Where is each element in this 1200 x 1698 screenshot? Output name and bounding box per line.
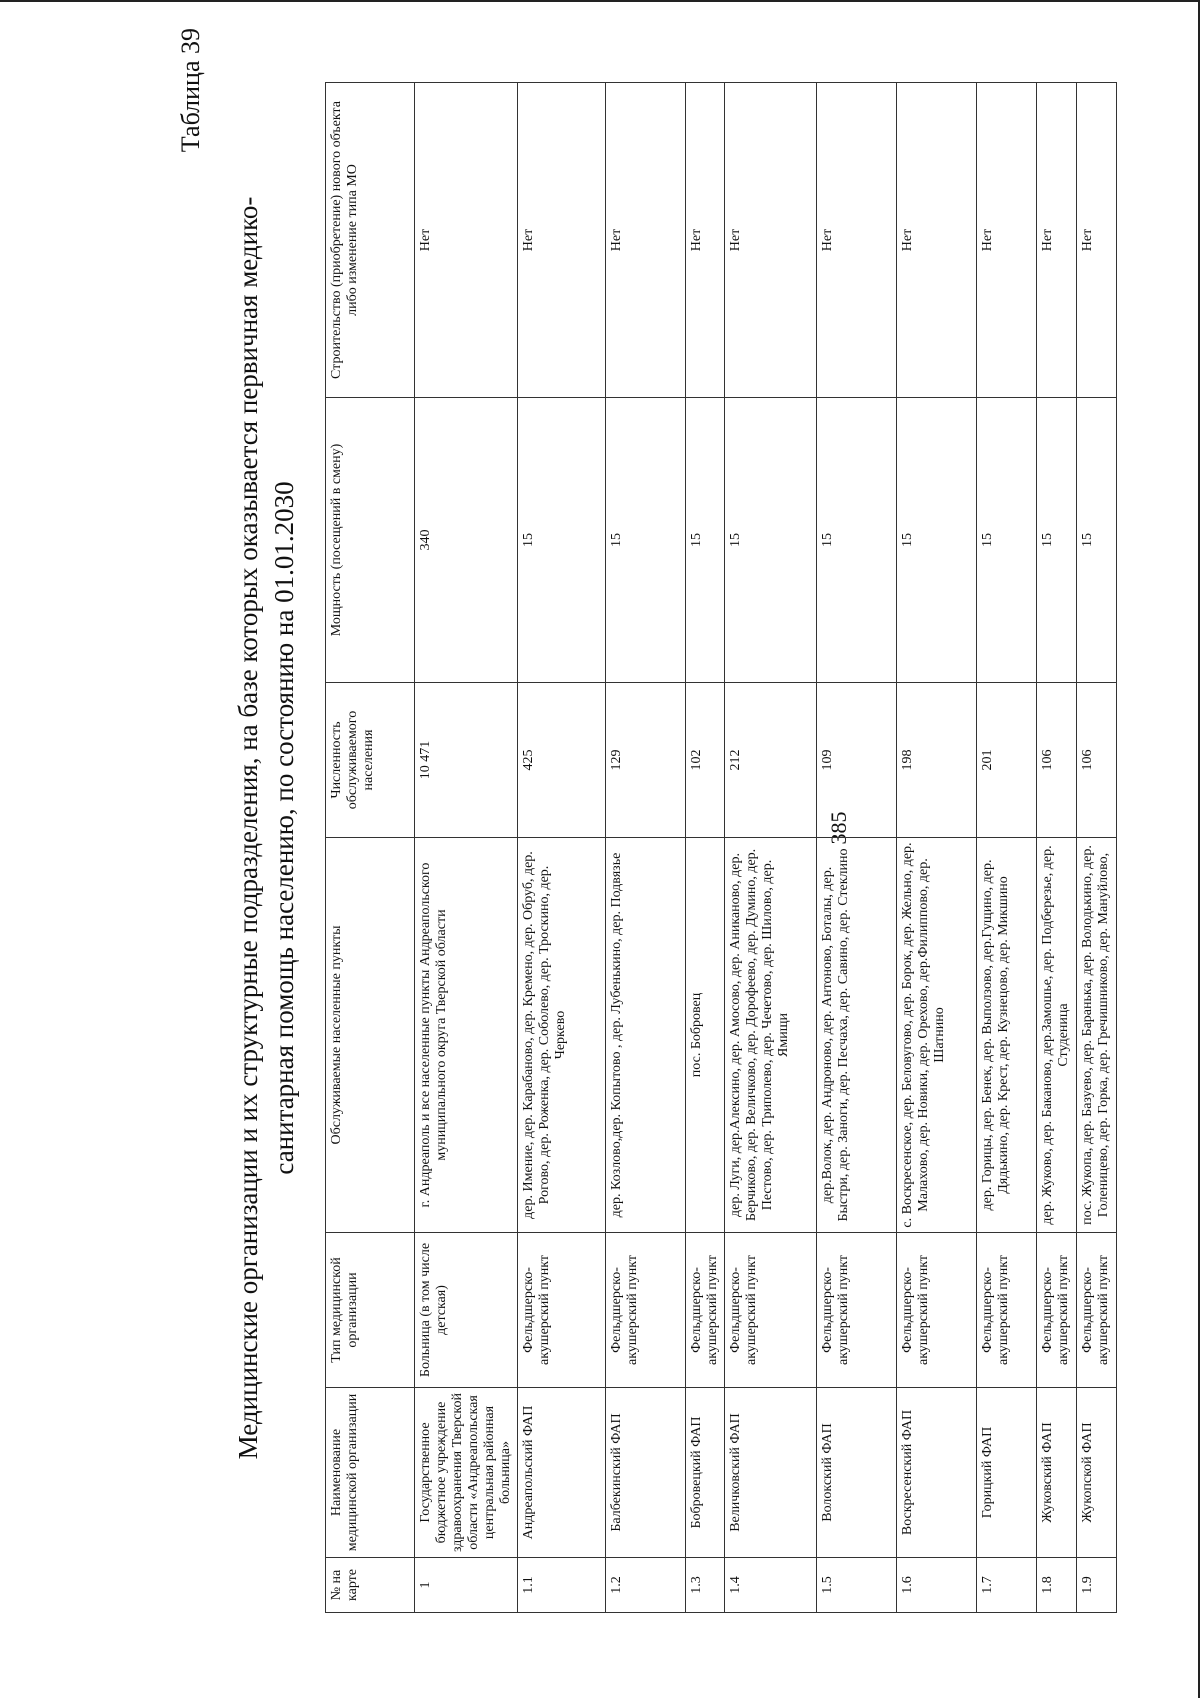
population-cell: 425 (518, 683, 606, 838)
settlements-cell: пос. Бобровец (686, 838, 725, 1233)
org-type-cell: Фельдшерско-акушерский пункт (686, 1233, 725, 1388)
org-name-cell: Бобровецкий ФАП (686, 1388, 725, 1558)
table-title: Медицинские организации и их структурные подразделения, на базе которых оказывается первичная медико-санитарная помощь населению, по состоянию на 01.01.2030 (233, 196, 299, 1460)
org-name-cell: Волокский ФАП (817, 1388, 897, 1558)
column-header: № на карте (326, 1558, 415, 1613)
table-row (518, 83, 606, 1613)
row-number-cell: 1.3 (686, 1558, 725, 1613)
construction-cell: Нет (415, 83, 518, 398)
org-name-cell: Государственное бюджетное учреждение здравоохранения Тверской области «Андреапольская центральная районная больница» (415, 1388, 518, 1558)
org-name-cell: Жуковский ФАП (1037, 1388, 1077, 1558)
capacity-cell: 15 (606, 398, 686, 683)
population-cell: 109 (817, 683, 897, 838)
settlements-cell: с. Воскресенское, дер. Беловугово, дер. Борок, дер. Жельно, дер. Малахово, дер. Новики, дер. Орехово, дер.Филиппово, дер. Шатнино (897, 838, 977, 1233)
construction-cell: Нет (1077, 83, 1117, 398)
capacity-cell: 15 (686, 398, 725, 683)
table-row (415, 83, 518, 1613)
capacity-cell: 15 (977, 398, 1037, 683)
construction-cell: Нет (606, 83, 686, 398)
org-name-cell: Величковский ФАП (725, 1388, 817, 1558)
facilities-table (325, 82, 1117, 1613)
settlements-cell: дер. Имение, дер. Карабаново, дер. Кремено, дер. Обруб, дер. Рогово, дер. Роженка, дер. Соболево, дер. Троскино, дер. Черкево (518, 838, 606, 1233)
table-row (817, 83, 897, 1613)
table-row (606, 83, 686, 1613)
row-number-cell: 1.5 (817, 1558, 897, 1613)
row-number-cell: 1.1 (518, 1558, 606, 1613)
construction-cell: Нет (1037, 83, 1077, 398)
table-row (897, 83, 977, 1613)
population-cell: 106 (1037, 683, 1077, 838)
org-type-cell: Фельдшерско-акушерский пункт (897, 1233, 977, 1388)
org-type-cell: Фельдшерско-акушерский пункт (1037, 1233, 1077, 1388)
page-number: 385 (826, 811, 851, 845)
construction-cell: Нет (817, 83, 897, 398)
table-header-row (326, 83, 415, 1613)
row-number-cell: 1.7 (977, 1558, 1037, 1613)
population-cell: 10 471 (415, 683, 518, 838)
settlements-cell: дер. Жуково, дер. Баканово, дер.Замошье, дер. Подберезье, дер. Студеница (1037, 838, 1077, 1233)
capacity-cell: 15 (897, 398, 977, 683)
capacity-cell: 15 (1037, 398, 1077, 683)
column-header: Обслуживаемые населенные пункты (326, 838, 415, 1233)
settlements-cell: пос. Жукопа, дер. Базуево, дер. Баранька, дер. Володькино, дер. Голеницево, дер. Горка, дер. Гречишниково, дер. Мануйлово, (1077, 838, 1117, 1233)
org-name-cell: Горицкий ФАП (977, 1388, 1037, 1558)
population-cell: 106 (1077, 683, 1117, 838)
row-number-cell: 1.2 (606, 1558, 686, 1613)
table-row (1037, 83, 1077, 1613)
column-header: Наименование медицинской организации (326, 1388, 415, 1558)
org-type-cell: Фельдшерско-акушерский пункт (725, 1233, 817, 1388)
row-number-cell: 1 (415, 1558, 518, 1613)
org-type-cell: Фельдшерско-акушерский пункт (977, 1233, 1037, 1388)
population-cell: 129 (606, 683, 686, 838)
population-cell: 201 (977, 683, 1037, 838)
org-name-cell: Жукопской ФАП (1077, 1388, 1117, 1558)
org-name-cell: Балбекинский ФАП (606, 1388, 686, 1558)
row-number-cell: 1.4 (725, 1558, 817, 1613)
settlements-cell: дер.Волок, дер. Андроново, дер. Антоново, Боталы, дер. Быстри, дер. Заноги, дер. Песчаха, дер. Савино, дер. Стеклино (817, 838, 897, 1233)
table-row (686, 83, 725, 1613)
row-number-cell: 1.6 (897, 1558, 977, 1613)
settlements-cell: г. Андреаполь и все населенные пункты Андреапольского муниципального округа Тверской области (415, 838, 518, 1233)
column-header: Мощность (посещений в смену) (326, 398, 415, 683)
table-row (725, 83, 817, 1613)
org-name-cell: Воскресенский ФАП (897, 1388, 977, 1558)
population-cell: 198 (897, 683, 977, 838)
org-name-cell: Андреапольский ФАП (518, 1388, 606, 1558)
construction-cell: Нет (725, 83, 817, 398)
row-number-cell: 1.8 (1037, 1558, 1077, 1613)
settlements-cell: дер. Горицы, дер. Бенек, дер. Выползово, дер.Гущино, дер. Дядькино, дер. Крест, дер. Кузнецово, дер. Микшино (977, 838, 1037, 1233)
construction-cell: Нет (518, 83, 606, 398)
column-header: Численность обслуживаемого населения (326, 683, 415, 838)
org-type-cell: Больница (в том числе детская) (415, 1233, 518, 1388)
capacity-cell: 340 (415, 398, 518, 683)
org-type-cell: Фельдшерско-акушерский пункт (817, 1233, 897, 1388)
org-type-cell: Фельдшерско-акушерский пункт (1077, 1233, 1117, 1388)
table-label: Таблица 39 (176, 28, 205, 153)
column-header: Строительство (приобретение) нового объекта либо изменение типа МО (326, 83, 415, 398)
capacity-cell: 15 (518, 398, 606, 683)
settlements-cell: дер. Козлово,дер. Копытово , дер. Лубенькино, дер. Подвязье (606, 838, 686, 1233)
table-row (1077, 83, 1117, 1613)
org-type-cell: Фельдшерско-акушерский пункт (518, 1233, 606, 1388)
row-number-cell: 1.9 (1077, 1558, 1117, 1613)
table-row (977, 83, 1037, 1613)
capacity-cell: 15 (725, 398, 817, 683)
capacity-cell: 15 (1077, 398, 1117, 683)
population-cell: 212 (725, 683, 817, 838)
org-type-cell: Фельдшерско-акушерский пункт (606, 1233, 686, 1388)
construction-cell: Нет (686, 83, 725, 398)
construction-cell: Нет (977, 83, 1037, 398)
settlements-cell: дер. Луги, дер.Алексино, дер. Амосово, дер. Аниканово, дер. Берчиково, дер. Величково, дер. Дорофеево, дер. Думино, дер. Пестово, дер. Триполево, дер. Чечетово, дер. Шилово, дер. Ямищи (725, 838, 817, 1233)
capacity-cell: 15 (817, 398, 897, 683)
construction-cell: Нет (897, 83, 977, 398)
population-cell: 102 (686, 683, 725, 838)
column-header: Тип медицинской организации (326, 1233, 415, 1388)
